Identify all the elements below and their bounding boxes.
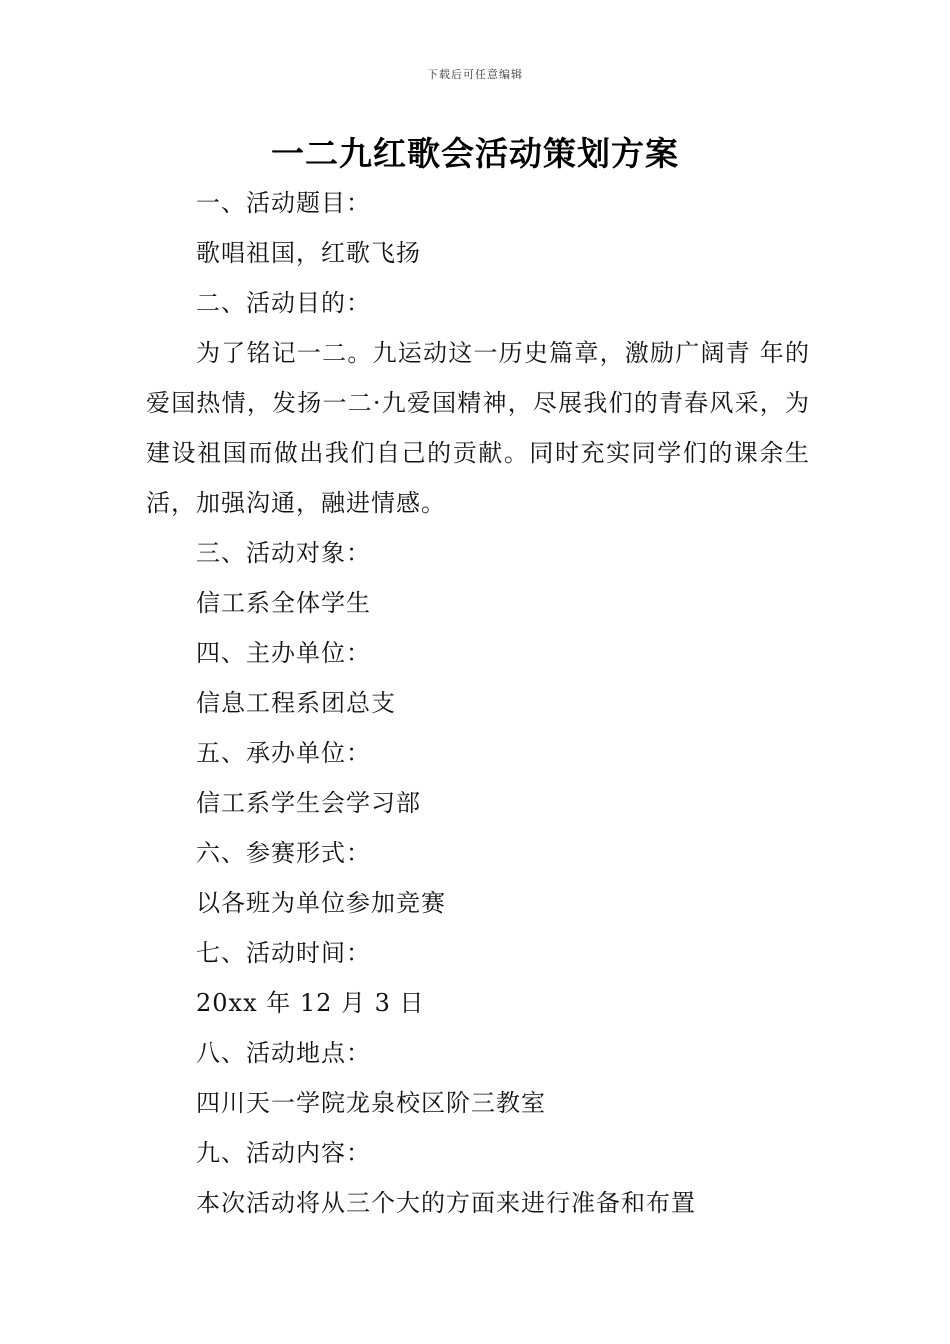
section-content-time: 20xx 年 12 月 3 日	[196, 989, 425, 1017]
section-heading-format: 六、参赛形式：	[196, 839, 371, 867]
document-body	[146, 178, 810, 1228]
section-heading-purpose: 二、活动目的：	[196, 289, 371, 317]
section-heading-time: 七、活动时间：	[196, 939, 371, 967]
section-content-purpose: 为了铭记一二。九运动这一历史篇章，激励广阔青 年的爱国热情，发扬一二·九爱国精神，尽展我们的青春风采，为建设祖国而做出我们自己的贡献。同时充实同学们的课余生活，加强沟通，融进情感。	[146, 339, 810, 517]
section-content-topic: 歌唱祖国，红歌飞扬	[196, 239, 421, 267]
section-heading-location: 八、活动地点：	[196, 1039, 371, 1067]
document-title: 一二九红歌会活动策划方案	[271, 134, 679, 173]
section-content-host: 信工系学生会学习部	[196, 789, 421, 817]
section-content-location: 四川天一学院龙泉校区阶三教室	[196, 1089, 546, 1117]
section-heading-topic: 一、活动题目：	[196, 189, 371, 217]
section-content-format: 以各班为单位参加竞赛	[196, 889, 446, 917]
section-heading-host: 五、承办单位：	[196, 739, 371, 767]
section-heading-content: 九、活动内容：	[196, 1139, 371, 1167]
section-content-organizer: 信息工程系团总支	[196, 689, 396, 717]
section-content-audience: 信工系全体学生	[196, 589, 371, 617]
section-content-content: 本次活动将从三个大的方面来进行准备和布置	[196, 1189, 696, 1217]
section-heading-organizer: 四、主办单位：	[196, 639, 371, 667]
section-heading-audience: 三、活动对象：	[196, 539, 371, 567]
header-note: 下载后可任意编辑	[427, 68, 523, 81]
